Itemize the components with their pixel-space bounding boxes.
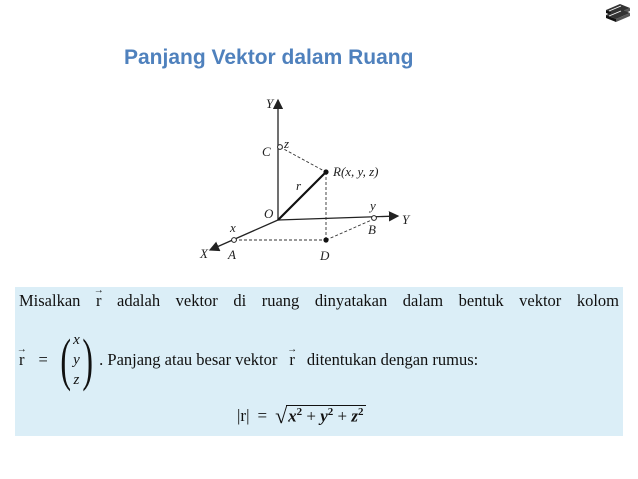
word: di: [233, 291, 247, 310]
word: adalah: [117, 291, 161, 310]
label-z: z: [284, 136, 290, 151]
label-y: y: [370, 198, 376, 213]
label-point-a: A: [228, 247, 236, 262]
label-axis-y-right: Y: [402, 212, 410, 227]
word: dalam: [402, 291, 444, 310]
label-axis-y: Y: [266, 96, 274, 111]
word: vektor: [175, 291, 218, 310]
word: dinyatakan: [314, 291, 388, 310]
matrix-entry-z: z: [73, 372, 80, 388]
matrix-entry-y: y: [73, 352, 80, 368]
label-x: x: [230, 220, 236, 235]
vector-r-symbol: → r: [93, 285, 104, 310]
definition-line: [19, 285, 619, 311]
radicand: $x^2 + y^2 + z^2$: [288, 406, 364, 426]
matrix-entry-x: x: [73, 332, 80, 348]
point-c: [278, 145, 283, 150]
word: vektor: [519, 291, 562, 310]
word: bentuk: [458, 291, 504, 310]
label-point-c: C: [262, 144, 271, 159]
vector-r: [278, 172, 326, 220]
book-stack-logo-icon: [604, 2, 632, 24]
page-title: Panjang Vektor dalam Ruang: [124, 46, 414, 69]
label-vector-r: r: [296, 178, 302, 193]
equals-sign: =: [38, 350, 48, 369]
label-axis-x: X: [200, 246, 208, 261]
word: ruang: [261, 291, 300, 310]
column-matrix: ( x y z ): [60, 327, 93, 392]
point-d: [323, 237, 328, 242]
y-axis-right: [278, 216, 398, 220]
label-point-r: R(x, y, z): [333, 164, 379, 179]
magnitude-formula: [237, 403, 366, 429]
definition-panel: [15, 287, 623, 436]
label-point-b: B: [368, 222, 376, 237]
point-a: [232, 238, 237, 243]
point-r: [323, 169, 328, 174]
description-text: ditentukan dengan rumus:: [306, 350, 479, 369]
label-origin: O: [264, 206, 274, 221]
word: Misalkan: [19, 291, 81, 310]
sqrt-icon: √: [275, 403, 288, 428]
vector-r-symbol: → r: [287, 344, 298, 369]
word: kolom: [576, 291, 619, 310]
vector-r-symbol: → r: [16, 344, 27, 369]
vector-3d-diagram: [192, 92, 432, 272]
label-point-d: D: [320, 248, 330, 263]
point-b: [372, 216, 377, 221]
formula-left: |r|: [237, 406, 250, 425]
x-axis: [210, 220, 278, 250]
column-vector-row: [16, 325, 479, 395]
formula-equals: =: [257, 406, 268, 425]
description-text: . Panjang atau besar vektor: [99, 350, 278, 369]
